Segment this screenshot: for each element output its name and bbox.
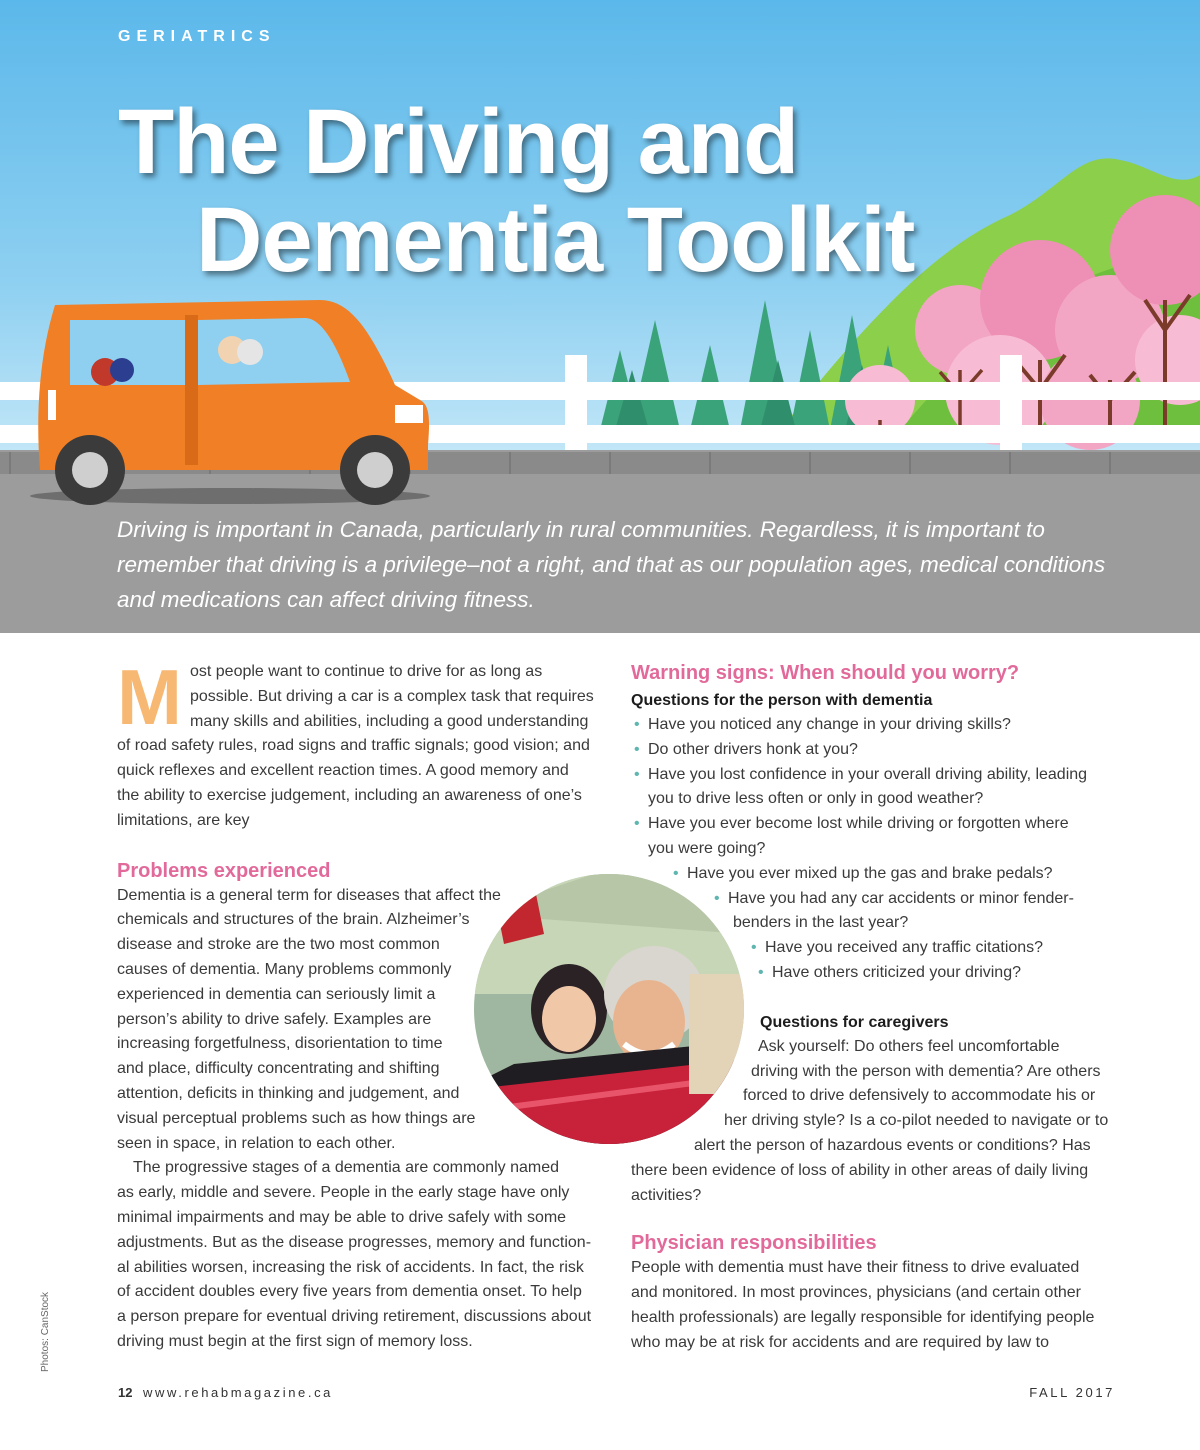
list-item	[648, 812, 1126, 862]
website-link[interactable]: www.rehabmagazine.ca	[143, 1385, 334, 1400]
physician-line: health professionals) are legally responsible for identifying people	[631, 1308, 1095, 1326]
problems-line: person’s ability to drive safely. Examples are	[117, 1010, 432, 1028]
caregiver-line: there been evidence of loss of ability in other areas of daily living	[631, 1161, 1089, 1179]
problems-line: of accident doubles every five years from dementia onset. To help	[117, 1283, 582, 1301]
physician-line: and monitored. In most provinces, physicians (and certain other	[631, 1284, 1082, 1302]
caregiver-line: driving with the person with dementia? Are others	[751, 1062, 1101, 1080]
problems-line: disease and stroke are the two most common	[117, 936, 440, 954]
intro-line: ost people want to continue to drive for as long as	[189, 663, 543, 680]
problems-line: minimal impairments and may be able to drive safely with some	[117, 1208, 567, 1226]
list-item-text: Do other drivers honk at you?	[648, 740, 858, 758]
right-column	[631, 660, 1126, 1356]
physician-line: who may be at risk for accidents and are required by law to	[631, 1333, 1049, 1351]
list-item	[687, 862, 1126, 887]
caregiver-line: Ask yourself: Do others feel uncomfortable	[758, 1037, 1060, 1055]
problems-line: attention, deficits in thinking and judgement, and	[117, 1084, 460, 1102]
person-questions-list	[631, 713, 1126, 986]
list-item	[728, 887, 1126, 937]
problems-line: visual perceptual problems such as how things are	[117, 1109, 476, 1127]
list-item-text: Have you ever mixed up the gas and brake pedals?	[687, 864, 1053, 882]
list-item	[648, 763, 1126, 813]
list-item-text: Have you noticed any change in your driving skills?	[648, 716, 1011, 733]
page-number: 12	[118, 1385, 133, 1400]
problems-line: experienced in dementia can seriously limit a	[117, 985, 436, 1003]
problems-line: The progressive stages of a dementia are commonly named	[133, 1159, 559, 1177]
problems-line: as early, middle and severe. People in the early stage have only	[117, 1184, 570, 1202]
list-item-text: benders in the last year?	[733, 914, 909, 932]
problems-line: a person prepare for eventual driving retirement, discussions about	[117, 1308, 592, 1326]
caregiver-questions-text	[631, 1035, 1126, 1209]
intro-paragraph	[117, 653, 602, 834]
problems-line: increasing forgetfulness, disorientation to time	[117, 1035, 443, 1053]
deck-line: Driving is important in Canada, particularly in rural communities. Regardless, it is important to	[117, 517, 1045, 542]
list-item-text: Have you received any traffic citations?	[765, 939, 1044, 957]
list-item-text: you were going?	[648, 839, 766, 857]
intro-line: possible. But driving a car is a complex task that requires	[189, 687, 594, 705]
intro-line: limitations, are key	[117, 811, 250, 829]
list-item-text: Have you ever become lost while driving or forgotten where	[648, 815, 1069, 833]
page-title-line-2: Dementia Toolkit	[196, 189, 915, 291]
problems-line: driving must begin at the first sign of memory loss.	[117, 1332, 473, 1350]
warning-heading: Warning signs: When should you worry?	[631, 662, 1020, 684]
issue-date: FALL 2017	[1029, 1385, 1115, 1400]
caregiver-line: her driving style? Is a co-pilot needed to navigate or to	[724, 1112, 1109, 1130]
person-questions-subheading: Questions for the person with dementia	[631, 692, 933, 709]
problems-line: Dementia is a general term for diseases that affect the	[117, 886, 501, 904]
physician-text	[631, 1256, 1126, 1355]
list-item-text: Have others criticized your driving?	[772, 963, 1021, 981]
list-item-text: Have you lost confidence in your overall driving ability, leading	[648, 765, 1088, 783]
problems-line: seen in space, in relation to each other.	[117, 1134, 396, 1152]
section-tag: GERIATRICS	[118, 28, 276, 45]
intro-line: quick reflexes and excellent reaction times. A good memory and	[117, 762, 569, 780]
intro-line: many skills and abilities, including a good understanding	[189, 712, 589, 730]
deck-line: and medications can affect driving fitness.	[117, 587, 535, 612]
deck-line: remember that driving is a privilege–not a right, and that as our population ages, medical conditions	[117, 552, 1106, 577]
problems-line: chemicals and structures of the brain. Alzheimer’s	[117, 911, 470, 929]
photo-credit: Photos: CanStock	[40, 1291, 51, 1372]
caregiver-line: activities?	[631, 1186, 702, 1204]
problems-line: causes of dementia. Many problems commonly	[117, 960, 452, 978]
list-item-text: Have you had any car accidents or minor fender-	[728, 889, 1074, 907]
caregiver-line: forced to drive defensively to accommodate his or	[743, 1087, 1096, 1105]
caregiver-questions-subheading: Questions for caregivers	[760, 1013, 949, 1031]
intro-line: of road safety rules, road signs and traffic signals; good vision; and	[117, 737, 590, 755]
physician-line: People with dementia must have their fitness to drive evaluated	[631, 1259, 1080, 1277]
problems-heading: Problems experienced	[117, 859, 331, 882]
physician-heading: Physician responsibilities	[631, 1232, 877, 1255]
page-title-line-1: The Driving and	[118, 91, 799, 193]
list-item	[648, 713, 1126, 738]
intro-line: the ability to exercise judgement, including an awareness of one’s	[117, 786, 582, 804]
problems-line: adjustments. But as the disease progresses, memory and function-	[117, 1233, 592, 1251]
deck-intro	[117, 512, 1117, 617]
problems-line: and place, difficulty concentrating and shifting	[117, 1060, 440, 1078]
list-item-text: you to drive less often or only in good weather?	[648, 790, 984, 808]
list-item	[772, 961, 1126, 986]
hero-banner	[0, 0, 1200, 633]
dropcap: M	[117, 653, 182, 741]
caregiver-line: alert the person of hazardous events or conditions? Has	[694, 1136, 1091, 1154]
list-item	[765, 936, 1126, 961]
problems-line: al abilities worsen, increasing the risk of accidents. In fact, the risk	[117, 1258, 584, 1276]
list-item	[648, 738, 1126, 763]
